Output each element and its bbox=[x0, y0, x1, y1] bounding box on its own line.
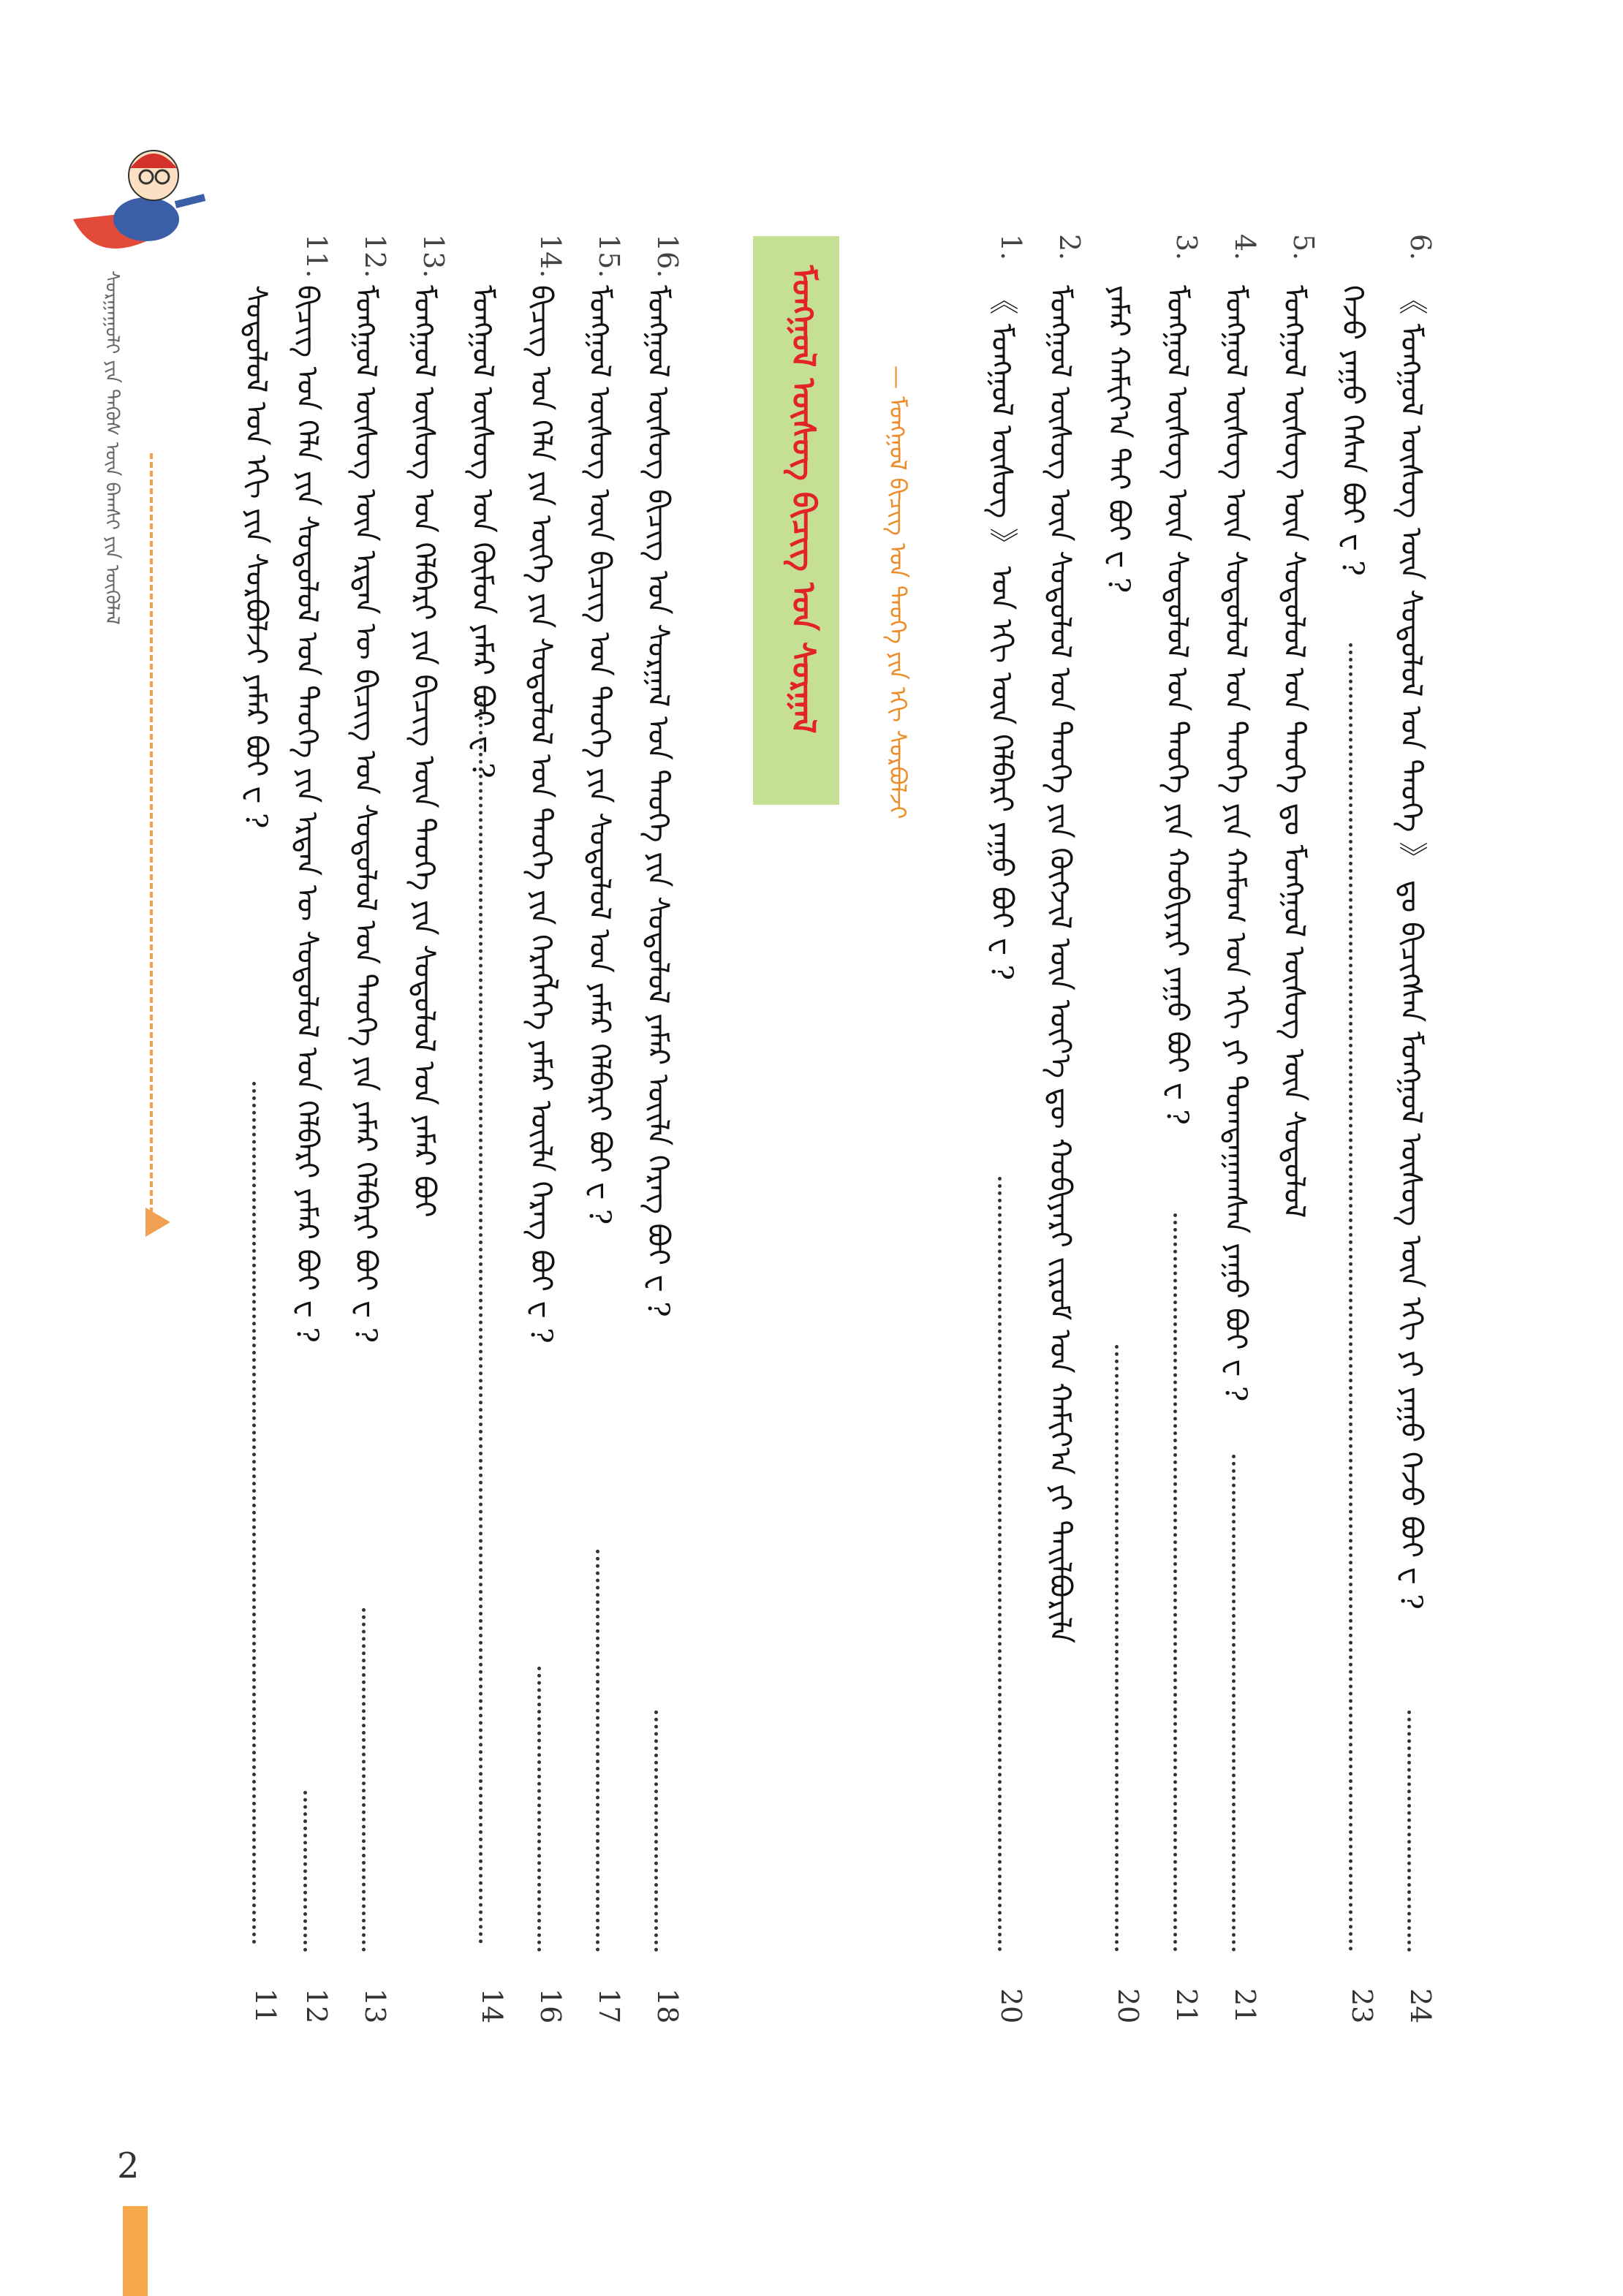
running-head: ᠰᠤᠷᠭᠠᠭᠤᠯᠢ ᠶᠢᠨ ᠲᠡᠭᠦᠰ ᠦᠨ ᠪᠠᠭᠰᠢ ᠶᠢᠨ ᠦᠭᠦᠯᠡᠯ bbox=[101, 270, 123, 625]
guide-arrow-icon bbox=[145, 1208, 170, 1237]
toc-entry-2b: ᠶᠠᠮᠠᠷ ᠬᠠᠮᠢᠶ᠎ᠠ ᠲᠠᠢ ᠪᠤᠢ ᠸ ? 20 bbox=[1102, 285, 1144, 2024]
toc-entry-2[interactable]: 2. ᠮᠣᠩᠭᠣᠯ ᠦᠰᠦᠭ ᠦᠨ ᠰᠤᠳᠤᠯᠤᠯ ᠤᠨ ᠲᠡᠦᠬᠡ ᠶᠢᠨ ᠬᠥᠭᠵᠢᠯ ᠦᠨ ᠦᠶ᠎ᠡ ᠳᠦ ᠬᠤᠪᠢᠶᠠᠷᠢ ᠵᠢᠷᠤᠮ ᠤᠨ ᠬᠠᠮᠢᠶ᠎ᠠ ᠶᠢ ᠲᠠᠢᠯᠪᠤᠷᠢᠯᠠ bbox=[1043, 234, 1086, 1644]
chapter-banner bbox=[753, 236, 839, 805]
toc-entry-13b: ᠮᠣᠩᠭᠣᠯ ᠦᠰᠦᠭ ᠤᠨ ᠬᠦᠮᠦᠨ ᠶᠠᠮᠠᠷ ᠪᠤᠢ ᠸ ? 14 bbox=[466, 285, 508, 2024]
toc-entry-14[interactable]: 14. ᠪᠢᠴᠢᠭ ᠤᠨ ᠬᠡᠯᠡ ᠶᠢᠨ ᠦᠭᠡ ᠶᠢᠨ ᠰᠤᠳᠤᠯᠤᠯ ᠤᠨ ᠲᠡᠦᠬᠡ ᠶᠢᠨ ᠬᠡᠷᠡᠭᠯᠡᠭᠡ ᠶᠠᠮᠠᠷ ᠦᠢᠯᠡ ᠬᠡᠷᠡᠭ ᠪᠤᠢ ᠸ ? 16 bbox=[524, 234, 567, 2024]
page-accent-bar bbox=[123, 2206, 148, 2296]
toc-entry-13[interactable]: 13. ᠮᠣᠩᠭᠣᠯ ᠦᠰᠦᠭ ᠤᠨ ᠬᠡᠯᠪᠡᠷᠢ ᠶᠢᠨ ᠪᠢᠴᠢᠭ ᠦᠨ ᠲᠡᠦᠬᠡ ᠶᠢᠨ ᠰᠤᠳᠤᠯᠤᠯ ᠤᠨ ᠶᠠᠮᠠᠷ ᠪᠤᠢ bbox=[407, 234, 450, 1218]
toc-entry-5b: ᠭᠡᠵᠦ ᠶᠠᠭᠤ ᠭᠡᠰᠡᠨ ᠪᠤᠢ ᠸ ? 23 bbox=[1336, 285, 1378, 2024]
guide-dashed-line bbox=[150, 453, 153, 1213]
chapter-subtitle: — ᠮᠣᠩᠭᠣᠯ ᠪᠢᠴᠢᠭ ᠤᠨ ᠲᠡᠦᠬᠡ ᠶᠢᠨ ᠡᠬᠢ ᠰᠤᠷᠪᠤᠯᠵᠢ bbox=[884, 365, 912, 819]
toc-entry-15[interactable]: 15. ᠮᠣᠩᠭᠣᠯ ᠦᠰᠦᠭ ᠦᠨ ᠪᠢᠴᠢᠭ ᠤᠨ ᠲᠡᠦᠬᠡ ᠶᠢᠨ ᠰᠤᠳᠤᠯᠤᠯ ᠤᠨ ᠶᠠᠮᠠᠷ ᠬᠡᠯᠪᠡᠷᠢ ᠪᠤᠢ ᠸ ? 17 bbox=[583, 234, 625, 2024]
mascot-boy-illustration bbox=[66, 132, 212, 278]
toc-entry-11b: ᠰᠤᠳᠤᠯᠤᠯ ᠤᠨ ᠡᠬᠢ ᠶᠢᠨ ᠰᠤᠷᠪᠤᠯᠵᠢ ᠶᠠᠮᠠᠷ ᠪᠤᠢ ᠸ ? 11 bbox=[239, 285, 281, 2024]
page-number: 2 bbox=[117, 2145, 140, 2186]
toc-entry-6[interactable]: 6. 《 ᠮᠣᠩᠭᠣᠯ ᠦᠰᠦᠭ ᠦᠨ ᠰᠤᠳᠤᠯᠤᠯ ᠤᠨ ᠲᠡᠦᠬᠡ 》 ᠳᠤ ᠪᠢᠴᠢᠭᠰᠡᠨ ᠮᠣᠩᠭᠣᠯ ᠦᠰᠦᠭ ᠦᠨ ᠡᠬᠢ ᠶᠢ ᠶᠠᠭᠤ ᠭᠡᠵᠦ ᠪᠤᠢ ᠸ ? 24 bbox=[1394, 234, 1437, 2024]
toc-entry-1[interactable]: 1. 《 ᠮᠣᠩᠭᠣᠯ ᠦᠰᠦᠭ 》 ᠤᠨ ᠡᠬᠢ ᠦᠨ ᠬᠡᠯᠪᠡᠷᠢ ᠶᠠᠭᠤ ᠪᠤᠢ ᠸ ? 20 bbox=[985, 234, 1027, 2024]
toc-entry-16[interactable]: 16. ᠮᠣᠩᠭᠣᠯ ᠦᠰᠦᠭ ᠪᠢᠴᠢᠭ ᠤᠨ ᠰᠤᠷᠭᠠᠯ ᠤᠨ ᠲᠡᠦᠬᠡ ᠶᠢᠨ ᠰᠤᠳᠤᠯᠤᠯ ᠶᠠᠮᠠᠷ ᠦᠢᠯᠡ ᠬᠡᠷᠡᠭ ᠪᠤᠢ ᠸ ? 18 bbox=[641, 234, 684, 2024]
toc-entry-4[interactable]: 4. ᠮᠣᠩᠭᠣᠯ ᠦᠰᠦᠭ ᠦᠨ ᠰᠤᠳᠤᠯᠤᠯ ᠤᠨ ᠲᠡᠦᠬᠡ ᠶᠢᠨ ᠬᠠᠮᠤᠭ ᠤᠨ ᠡᠬᠢ ᠶᠢ ᠲᠣᠭᠲᠠᠭᠠᠭᠰᠠᠨ ᠶᠠᠭᠤ ᠪᠤᠢ ᠸ ? 21 bbox=[1219, 234, 1261, 2024]
toc-entry-12[interactable]: 12. ᠮᠣᠩᠭᠣᠯ ᠦᠰᠦᠭ ᠦᠨ ᠡᠷᠲᠡᠨ ᠦ ᠪᠢᠴᠢᠭ ᠤᠨ ᠰᠤᠳᠤᠯᠤᠯ ᠤᠨ ᠲᠡᠦᠬᠡ ᠶᠢᠨ ᠶᠠᠮᠠᠷ ᠬᠡᠯᠪᠡᠷᠢ ᠪᠤᠢ ᠸ ? 13 bbox=[349, 234, 391, 2024]
toc-entry-5[interactable]: 5. ᠮᠣᠩᠭᠣᠯ ᠦᠰᠦᠭ ᠦᠨ ᠰᠤᠳᠤᠯᠤᠯ ᠤᠨ ᠲᠡᠦᠬᠡ ᠳᠤ ᠮᠣᠩᠭᠣᠯ ᠦᠰᠦᠭ ᠦᠨ ᠰᠤᠳᠤᠯᠤᠯ bbox=[1277, 234, 1320, 1219]
chapter-title: ᠮᠣᠩᠭᠣᠯ ᠦᠰᠦᠭ ᠪᠢᠴᠢᠭ ᠤᠨ ᠰᠤᠷᠭᠠᠯ bbox=[784, 265, 822, 734]
toc-entry-3[interactable]: 3. ᠮᠣᠩᠭᠣᠯ ᠦᠰᠦᠭ ᠦᠨ ᠰᠤᠳᠤᠯᠤᠯ ᠤᠨ ᠲᠡᠦᠬᠡ ᠶᠢᠨ ᠬᠤᠪᠢᠶᠠᠷᠢ ᠶᠠᠭᠤ ᠪᠤᠢ ᠸ ? 21 bbox=[1160, 234, 1203, 2024]
toc-entry-11[interactable]: 11. ᠪᠢᠴᠢᠭ ᠤᠨ ᠬᠡᠯᠡ ᠶᠢᠨ ᠰᠤᠳᠤᠯᠤᠯ ᠤᠨ ᠲᠡᠦᠬᠡ ᠶᠢᠨ ᠡᠷᠲᠡᠨ ᠦ ᠰᠤᠳᠤᠯᠤᠯ ᠤᠨ ᠬᠡᠯᠪᠡᠷᠢ ᠶᠠᠮᠠᠷ ᠪᠤᠢ ᠸ ? 12 bbox=[290, 234, 333, 2024]
